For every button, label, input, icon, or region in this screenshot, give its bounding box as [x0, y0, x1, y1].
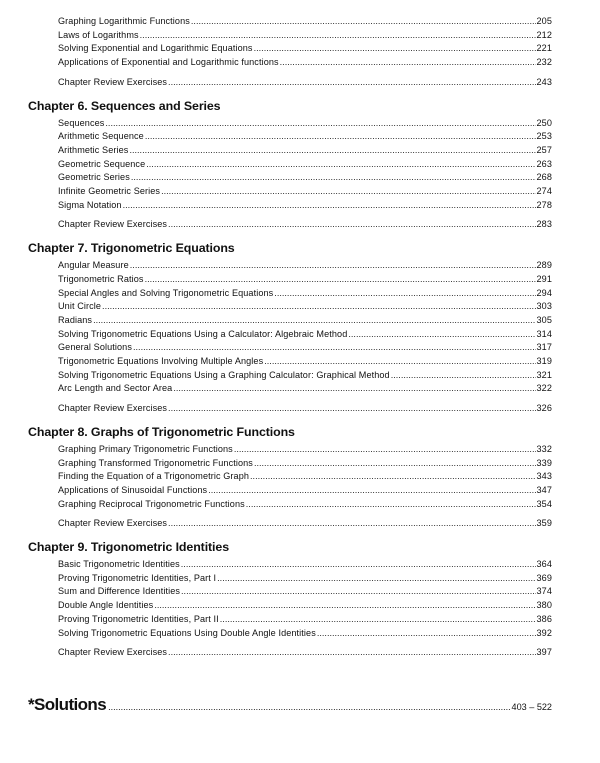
- toc-entry: [58, 497, 552, 511]
- toc-entry: [58, 286, 552, 300]
- entry-title: Solving Exponential and Logarithmic Equations: [58, 43, 253, 54]
- entry-page-number: 343: [536, 471, 552, 482]
- entry-title: Unit Circle: [58, 301, 102, 312]
- dot-leader: [146, 157, 535, 171]
- toc-entry: [58, 28, 552, 42]
- entry-title: Trigonometric Ratios: [58, 273, 144, 284]
- entry-page-number: 221: [536, 43, 552, 54]
- entry-page-number: 250: [536, 117, 552, 128]
- dot-leader: [391, 368, 536, 382]
- entry-page-number: 257: [536, 144, 552, 155]
- entry-page-number: 359: [536, 518, 552, 529]
- chapter-heading: Chapter 7. Trigonometric Equations: [28, 241, 235, 256]
- toc-entry: [58, 143, 552, 157]
- dot-leader: [264, 354, 535, 368]
- toc-entry: [58, 557, 552, 571]
- dot-leader: [246, 497, 536, 511]
- toc-entry: [58, 469, 552, 483]
- entry-page-number: 291: [536, 273, 552, 284]
- solutions-entry: [28, 695, 552, 715]
- entry-page-number: 205: [536, 16, 552, 26]
- entry-page-number: 392: [536, 627, 552, 638]
- toc-entry: [58, 340, 552, 354]
- toc-entry: [58, 198, 552, 212]
- entry-title: Proving Trigonometric Identities, Part II: [58, 613, 219, 624]
- entry-page-number: 347: [536, 484, 552, 495]
- dot-leader: [105, 116, 535, 130]
- entry-page-number: 322: [536, 383, 552, 394]
- toc-entry: [58, 184, 552, 198]
- entry-page-number: 317: [536, 342, 552, 353]
- toc-entry: [58, 456, 552, 470]
- entry-page-number: 326: [536, 403, 552, 414]
- entry-page-number: 263: [536, 158, 552, 169]
- dot-leader: [254, 456, 536, 470]
- entry-title: Graphing Transformed Trigonometric Functions: [58, 457, 253, 468]
- dot-leader: [168, 516, 535, 530]
- entry-title: Graphing Logarithmic Functions: [58, 16, 190, 26]
- entry-page-number: 305: [536, 314, 552, 325]
- toc-entry: [58, 381, 552, 395]
- entry-title: Trigonometric Equations Involving Multiple Angles: [58, 356, 264, 366]
- toc-entry: [58, 327, 552, 341]
- entry-title: Arithmetic Sequence: [58, 131, 144, 142]
- toc-entry: [58, 14, 552, 28]
- entry-title: Infinite Geometric Series: [58, 186, 161, 196]
- toc-entry: [58, 626, 552, 640]
- dot-leader: [93, 313, 535, 327]
- entry-title: Chapter Review Exercises: [58, 647, 168, 658]
- toc-entry: [58, 55, 552, 69]
- toc-entry: [58, 313, 552, 327]
- entry-page-number: 369: [536, 572, 552, 583]
- entry-page-number: 339: [536, 457, 552, 468]
- entry-title: Graphing Primary Trigonometric Functions: [58, 443, 233, 454]
- entry-title: Laws of Logarithms: [58, 29, 139, 40]
- solutions-pages: 403 – 522: [511, 702, 552, 712]
- entry-page-number: 374: [536, 586, 552, 597]
- dot-leader: [133, 340, 536, 354]
- entry-title: Arc Length and Sector Area: [58, 383, 173, 394]
- toc-entry: [58, 483, 552, 497]
- entry-title: Sigma Notation: [58, 199, 122, 210]
- toc-entry: [58, 116, 552, 130]
- entry-title: Chapter Review Exercises: [58, 219, 168, 230]
- entry-title: Geometric Sequence: [58, 158, 146, 169]
- toc-entry: [58, 368, 552, 382]
- dot-leader: [140, 28, 536, 42]
- entry-title: Chapter Review Exercises: [58, 518, 168, 529]
- entry-page-number: 289: [536, 260, 552, 271]
- toc-entry: [58, 299, 552, 313]
- entry-title: Chapter Review Exercises: [58, 76, 168, 87]
- toc-entry: [58, 157, 552, 171]
- chapter-heading: Chapter 9. Trigonometric Identities: [28, 540, 229, 554]
- entry-page-number: 354: [536, 498, 552, 509]
- entry-page-number: 243: [536, 76, 552, 87]
- entry-page-number: 319: [536, 356, 552, 366]
- dot-leader: [168, 645, 535, 659]
- entry-title: Solving Trigonometric Equations Using Double Angle Identities: [58, 627, 316, 638]
- entry-page-number: 278: [536, 199, 552, 210]
- dot-leader: [168, 75, 535, 89]
- chapter-heading: Chapter 6. Sequences and Series: [28, 98, 221, 113]
- dot-leader: [191, 14, 536, 28]
- dot-leader: [161, 184, 535, 198]
- chapter-review-entry: [58, 645, 552, 659]
- entry-title: Solving Trigonometric Equations Using a Calculator: Algebraic Method: [58, 328, 348, 339]
- dot-leader: [317, 626, 536, 640]
- entry-title: Proving Trigonometric Identities, Part I: [58, 572, 217, 583]
- dot-leader: [280, 55, 536, 69]
- entry-page-number: 283: [536, 219, 552, 230]
- dot-leader: [131, 170, 536, 184]
- toc-entry: [58, 442, 552, 456]
- entry-title: Angular Measure: [58, 260, 129, 271]
- dot-leader: [274, 286, 535, 300]
- entry-page-number: 314: [536, 328, 552, 339]
- toc-entry: [58, 41, 552, 55]
- entry-title: Special Angles and Solving Trigonometric Equations: [58, 287, 274, 298]
- entry-title: Applications of Exponential and Logarithmic functions: [58, 57, 279, 68]
- dot-leader: [254, 41, 536, 55]
- entry-page-number: 386: [536, 613, 552, 624]
- dot-leader: [168, 217, 535, 231]
- entry-title: Chapter Review Exercises: [58, 403, 168, 414]
- chapter-review-entry: [58, 75, 552, 89]
- entry-title: Basic Trigonometric Identities: [58, 559, 180, 569]
- entry-page-number: 232: [536, 57, 552, 68]
- entry-page-number: 332: [536, 443, 552, 454]
- entry-title: Double Angle Identities: [58, 600, 154, 611]
- dot-leader: [130, 258, 536, 272]
- dot-leader: [145, 129, 536, 143]
- entry-title: Graphing Reciprocal Trigonometric Functions: [58, 498, 245, 509]
- dot-leader: [348, 327, 535, 341]
- dot-leader: [220, 612, 536, 626]
- chapter-review-entry: [58, 217, 552, 231]
- entry-title: Applications of Sinusoidal Functions: [58, 484, 208, 495]
- toc-entry: [58, 571, 552, 585]
- dot-leader: [123, 198, 536, 212]
- chapter-heading: Chapter 8. Graphs of Trigonometric Functions: [28, 424, 295, 439]
- toc-entry: [58, 272, 552, 286]
- entry-title: Finding the Equation of a Trigonometric Graph: [58, 471, 250, 482]
- chapter-review-entry: [58, 516, 552, 530]
- toc-entry: [58, 354, 552, 368]
- entry-title: General Solutions: [58, 342, 132, 353]
- entry-page-number: 321: [536, 369, 552, 380]
- entry-page-number: 212: [536, 29, 552, 40]
- dot-leader: [173, 381, 535, 395]
- entry-title: Radians: [58, 314, 93, 325]
- entry-page-number: 274: [536, 186, 552, 196]
- chapter-review-entry: [58, 401, 552, 415]
- toc-entry: [58, 129, 552, 143]
- toc-entry: [58, 598, 552, 612]
- toc-entry: [58, 584, 552, 598]
- entry-page-number: 303: [536, 301, 552, 312]
- toc-entry: [58, 612, 552, 626]
- dot-leader: [154, 598, 535, 612]
- entry-title: Solving Trigonometric Equations Using a Graphing Calculator: Graphical Method: [58, 369, 390, 380]
- entry-page-number: 380: [536, 600, 552, 611]
- dot-leader: [181, 557, 536, 571]
- dot-leader: [145, 272, 536, 286]
- toc-entry: [58, 170, 552, 184]
- dot-leader: [234, 442, 536, 456]
- entry-page-number: 294: [536, 287, 552, 298]
- entry-page-number: 268: [536, 172, 552, 183]
- dot-leader: [129, 143, 535, 157]
- dot-leader: [168, 401, 535, 415]
- dot-leader: [217, 571, 535, 585]
- solutions-title: *Solutions: [28, 695, 107, 714]
- dot-leader: [102, 299, 535, 313]
- entry-title: Sequences: [58, 117, 105, 128]
- entry-title: Arithmetic Series: [58, 144, 129, 155]
- dot-leader: [181, 584, 535, 598]
- dot-leader: [108, 702, 509, 712]
- dot-leader: [250, 469, 535, 483]
- entry-page-number: 397: [536, 647, 552, 658]
- entry-title: Geometric Series: [58, 172, 130, 183]
- dot-leader: [208, 483, 535, 497]
- toc-entry: [58, 258, 552, 272]
- entry-title: Sum and Difference Identities: [58, 586, 181, 597]
- entry-page-number: 364: [536, 559, 552, 569]
- entry-page-number: 253: [536, 131, 552, 142]
